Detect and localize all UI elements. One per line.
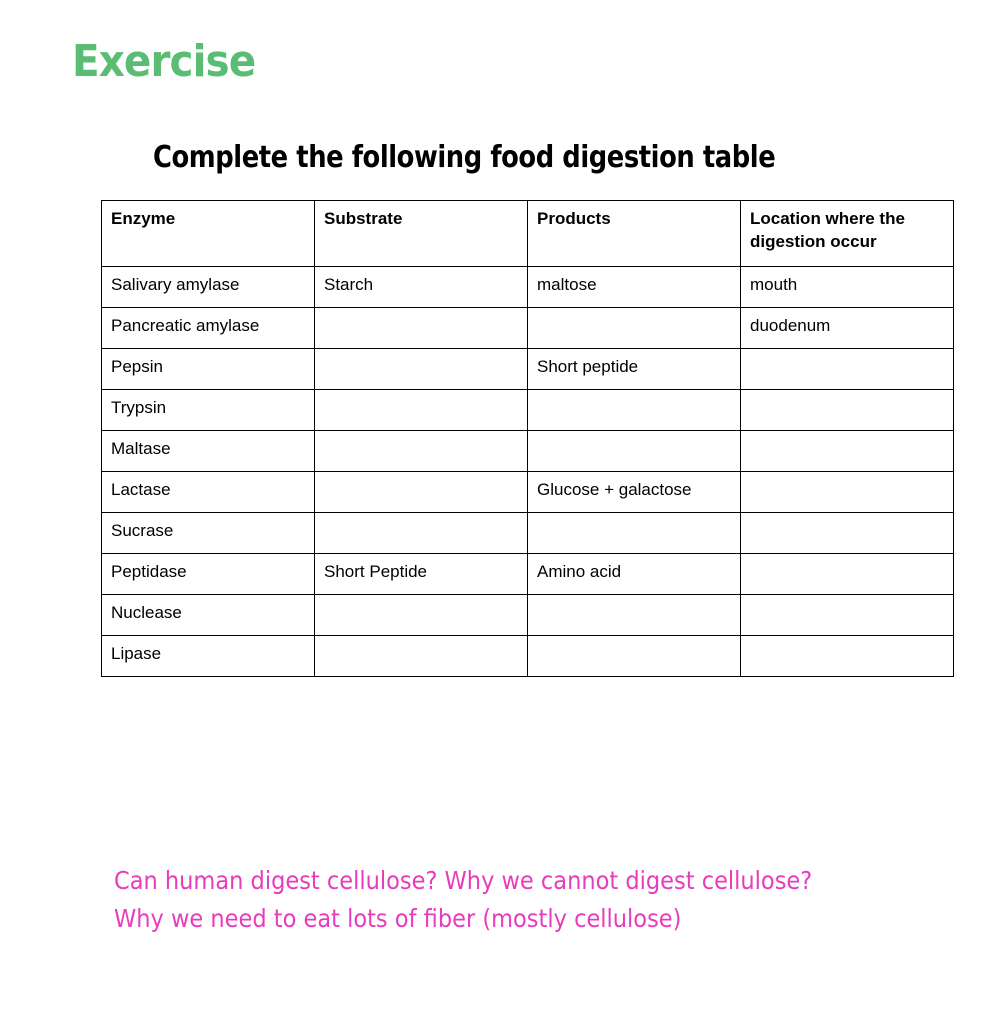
cell-location bbox=[741, 472, 954, 513]
table-row bbox=[102, 349, 954, 390]
cell-location bbox=[741, 431, 954, 472]
cell-substrate bbox=[315, 431, 528, 472]
cell-products: Glucose + galactose bbox=[528, 472, 741, 513]
table-row bbox=[102, 390, 954, 431]
table-row bbox=[102, 513, 954, 554]
cell-products bbox=[528, 390, 741, 431]
cell-enzyme: Nuclease bbox=[102, 595, 315, 636]
cell-location bbox=[741, 554, 954, 595]
cell-substrate bbox=[315, 390, 528, 431]
table-row bbox=[102, 267, 954, 308]
cell-enzyme: Lactase bbox=[102, 472, 315, 513]
cell-location: mouth bbox=[741, 267, 954, 308]
cell-substrate: Starch bbox=[315, 267, 528, 308]
cell-enzyme: Sucrase bbox=[102, 513, 315, 554]
cell-enzyme: Pepsin bbox=[102, 349, 315, 390]
cell-enzyme: Salivary amylase bbox=[102, 267, 315, 308]
cell-location bbox=[741, 636, 954, 677]
page-title: Exercise bbox=[72, 36, 256, 87]
cell-enzyme: Pancreatic amylase bbox=[102, 308, 315, 349]
cell-products bbox=[528, 431, 741, 472]
cell-enzyme: Lipase bbox=[102, 636, 315, 677]
question-line-fiber: Why we need to eat lots of fiber (mostly cellulose) bbox=[114, 904, 682, 933]
cell-enzyme: Maltase bbox=[102, 431, 315, 472]
cell-location bbox=[741, 595, 954, 636]
table-row bbox=[102, 431, 954, 472]
header-enzyme: Enzyme bbox=[102, 201, 315, 267]
cell-enzyme: Peptidase bbox=[102, 554, 315, 595]
header-location: Location where the digestion occur bbox=[741, 201, 954, 267]
cell-products bbox=[528, 308, 741, 349]
exercise-instruction: Complete the following food digestion table bbox=[153, 140, 776, 175]
cell-products bbox=[528, 513, 741, 554]
cell-products: maltose bbox=[528, 267, 741, 308]
cell-products: Amino acid bbox=[528, 554, 741, 595]
cell-enzyme: Trypsin bbox=[102, 390, 315, 431]
cell-location bbox=[741, 390, 954, 431]
cell-substrate bbox=[315, 349, 528, 390]
cell-products: Short peptide bbox=[528, 349, 741, 390]
cell-location bbox=[741, 513, 954, 554]
cell-products bbox=[528, 636, 741, 677]
cell-location bbox=[741, 349, 954, 390]
discussion-questions bbox=[114, 862, 812, 938]
cell-substrate bbox=[315, 636, 528, 677]
table-row bbox=[102, 636, 954, 677]
header-products: Products bbox=[528, 201, 741, 267]
cell-substrate bbox=[315, 472, 528, 513]
cell-substrate bbox=[315, 513, 528, 554]
cell-substrate bbox=[315, 595, 528, 636]
table-row bbox=[102, 472, 954, 513]
table-row bbox=[102, 308, 954, 349]
cell-substrate: Short Peptide bbox=[315, 554, 528, 595]
table-header-row bbox=[102, 201, 954, 267]
digestion-table bbox=[101, 200, 954, 677]
cell-substrate bbox=[315, 308, 528, 349]
table-row bbox=[102, 595, 954, 636]
question-line-cellulose: Can human digest cellulose? Why we cannot digest cellulose? bbox=[114, 866, 813, 895]
header-substrate: Substrate bbox=[315, 201, 528, 267]
table-row bbox=[102, 554, 954, 595]
cell-products bbox=[528, 595, 741, 636]
cell-location: duodenum bbox=[741, 308, 954, 349]
